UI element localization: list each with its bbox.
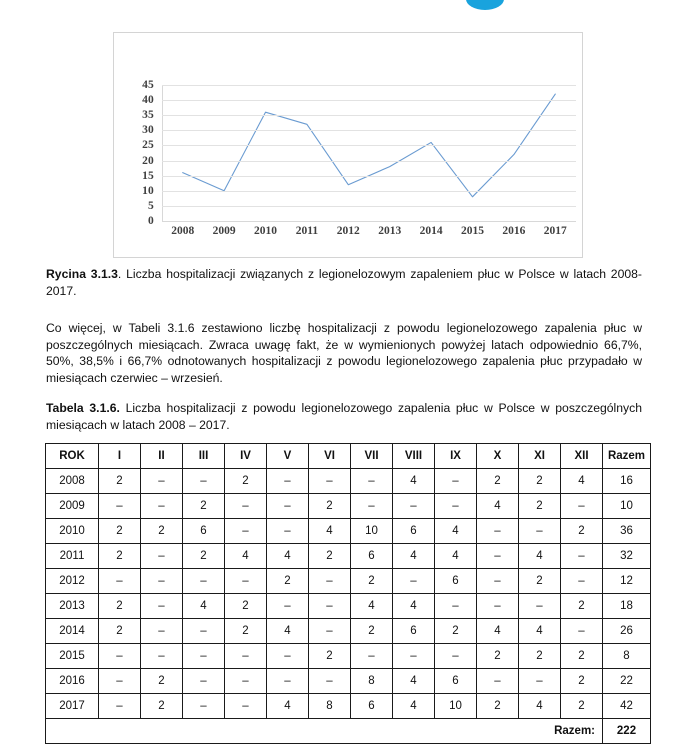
table-cell-row-total: 26	[603, 619, 651, 644]
table-cell-value: 4	[183, 594, 225, 619]
table-row	[46, 519, 651, 544]
table-cell-value: 2	[141, 694, 183, 719]
chart-y-tick-label: 30	[142, 124, 154, 137]
figure-caption-text: . Liczba hospitalizacji związanych z legionelozowym zapaleniem płuc w Polsce w latach 2008-2017.	[46, 267, 642, 298]
table-row	[46, 494, 651, 519]
table-cell-year: 2012	[46, 569, 99, 594]
chart-y-tick-label: 10	[142, 184, 154, 197]
table-cell-value: 4	[267, 544, 309, 569]
table-cell-year: 2013	[46, 594, 99, 619]
table-column-header-iv: IV	[225, 444, 267, 469]
table-row	[46, 544, 651, 569]
table-cell-year: 2017	[46, 694, 99, 719]
table-cell-value: 4	[225, 544, 267, 569]
table-column-header-xii: XII	[561, 444, 603, 469]
table-cell-value: –	[351, 644, 393, 669]
table-cell-value: –	[141, 569, 183, 594]
table-cell-value: 10	[351, 519, 393, 544]
table-cell-value: –	[183, 694, 225, 719]
table-cell-value: 4	[393, 594, 435, 619]
table-row	[46, 619, 651, 644]
table-cell-value: 2	[225, 619, 267, 644]
table-cell-value: 2	[561, 694, 603, 719]
chart-x-tick-label: 2010	[254, 225, 277, 237]
chart-x-tick-label: 2014	[419, 225, 443, 237]
table-row	[46, 594, 651, 619]
chart-y-tick-label: 45	[142, 79, 154, 91]
table-cell-value: 4	[519, 694, 561, 719]
table-cell-row-total: 10	[603, 494, 651, 519]
table-cell-value: –	[267, 644, 309, 669]
table-cell-value: 2	[519, 569, 561, 594]
table-cell-value: –	[309, 619, 351, 644]
chart-gridline	[162, 191, 576, 192]
table-cell-value: 2	[519, 644, 561, 669]
figure-caption	[46, 266, 642, 299]
table-cell-value: 2	[519, 494, 561, 519]
table-caption-text: Liczba hospitalizacji z powodu legionelozowego zapalenia płuc w Polsce w poszczególnych miesiącach w latach 2008 – 2017.	[46, 401, 642, 432]
table-cell-value: 2	[99, 619, 141, 644]
table-cell-value: –	[225, 669, 267, 694]
table-cell-value: 4	[435, 544, 477, 569]
chart-gridline	[162, 161, 576, 162]
table-cell-value: 2	[309, 494, 351, 519]
chart-y-axis	[114, 79, 158, 227]
table-row	[46, 669, 651, 694]
table-cell-value: 4	[393, 694, 435, 719]
table-header-row	[46, 444, 651, 469]
table-cell-value: –	[561, 619, 603, 644]
table-cell-value: –	[141, 619, 183, 644]
table-cell-row-total: 22	[603, 669, 651, 694]
table-cell-value: 6	[393, 519, 435, 544]
table-cell-value: 4	[267, 694, 309, 719]
table-cell-value: –	[519, 669, 561, 694]
table-cell-year: 2010	[46, 519, 99, 544]
table-cell-value: 2	[561, 669, 603, 694]
table-cell-value: –	[393, 494, 435, 519]
chart-series-path	[162, 85, 576, 221]
table-cell-value: –	[225, 644, 267, 669]
table-cell-row-total: 8	[603, 644, 651, 669]
chart-x-tick-label: 2011	[295, 225, 319, 237]
chart-plot-area	[162, 85, 576, 221]
table-cell-value: –	[99, 669, 141, 694]
chart-gridline	[162, 176, 576, 177]
table-column-header-rok: ROK	[46, 444, 99, 469]
table-cell-value: –	[519, 594, 561, 619]
table-cell-value: 2	[99, 469, 141, 494]
table-cell-value: 6	[393, 619, 435, 644]
table-column-header-x: X	[477, 444, 519, 469]
table-cell-value: –	[225, 569, 267, 594]
table-cell-value: 4	[393, 544, 435, 569]
table-cell-value: –	[183, 469, 225, 494]
table-cell-value: 4	[477, 619, 519, 644]
chart-gridline	[162, 115, 576, 116]
table-cell-value: –	[477, 569, 519, 594]
table-cell-value: –	[141, 644, 183, 669]
table-cell-value: –	[141, 469, 183, 494]
table-cell-value: –	[183, 669, 225, 694]
table-cell-value: –	[267, 494, 309, 519]
table-column-header-iii: III	[183, 444, 225, 469]
table-cell-value: 8	[351, 669, 393, 694]
table-cell-value: –	[309, 469, 351, 494]
table-cell-value: 2	[477, 469, 519, 494]
chart-y-tick-label: 20	[142, 154, 154, 167]
table-cell-row-total: 12	[603, 569, 651, 594]
chart-y-tick-label: 35	[142, 109, 154, 122]
table-cell-value: –	[99, 569, 141, 594]
table-cell-row-total: 16	[603, 469, 651, 494]
chart-gridline	[162, 145, 576, 146]
table-cell-value: –	[225, 519, 267, 544]
table-cell-value: 2	[351, 569, 393, 594]
table-cell-value: –	[435, 494, 477, 519]
table-cell-value: 4	[561, 469, 603, 494]
table-cell-value: –	[561, 544, 603, 569]
table-cell-value: 2	[519, 469, 561, 494]
table-cell-value: 4	[351, 594, 393, 619]
table-cell-value: –	[99, 494, 141, 519]
table-cell-value: –	[435, 469, 477, 494]
table-cell-row-total: 32	[603, 544, 651, 569]
figure-caption-label: Rycina 3.1.3	[46, 267, 118, 281]
table-cell-value: –	[477, 519, 519, 544]
table-cell-value: 4	[267, 619, 309, 644]
table-column-header-vii: VII	[351, 444, 393, 469]
chart-y-tick-label: 15	[142, 169, 154, 182]
chart-y-tick-label: 40	[142, 94, 154, 107]
table-grand-total: 222	[603, 719, 651, 744]
table-cell-value: 4	[519, 544, 561, 569]
table-cell-value: –	[141, 494, 183, 519]
table-cell-row-total: 42	[603, 694, 651, 719]
table-cell-year: 2009	[46, 494, 99, 519]
chart-x-tick-label: 2015	[461, 225, 484, 237]
chart-gridline	[162, 206, 576, 207]
table-total-label: Razem:	[46, 719, 603, 744]
chart-gridline	[162, 100, 576, 101]
table-cell-value: –	[519, 519, 561, 544]
table-cell-value: 2	[561, 519, 603, 544]
table-cell-value: –	[267, 594, 309, 619]
table-cell-value: –	[267, 519, 309, 544]
table-cell-value: –	[351, 469, 393, 494]
table-cell-value: –	[267, 469, 309, 494]
table-cell-value: 2	[99, 519, 141, 544]
chart-x-tick-label: 2008	[171, 225, 195, 237]
table-cell-value: 6	[435, 569, 477, 594]
chart-x-tick-label: 2009	[212, 225, 236, 237]
table-cell-value: 6	[351, 694, 393, 719]
table-cell-value: –	[561, 494, 603, 519]
table-cell-value: –	[99, 644, 141, 669]
table-cell-value: 2	[267, 569, 309, 594]
table-row	[46, 644, 651, 669]
table-cell-value: 2	[225, 594, 267, 619]
chart-y-tick-label: 5	[148, 199, 154, 212]
table-cell-value: 2	[141, 519, 183, 544]
table-cell-value: 2	[309, 544, 351, 569]
hospitalizations-table	[45, 443, 646, 744]
table-cell-year: 2016	[46, 669, 99, 694]
table-cell-row-total: 36	[603, 519, 651, 544]
chart-x-tick-label: 2016	[502, 225, 526, 237]
table-cell-value: 2	[351, 619, 393, 644]
table-cell-value: 4	[309, 519, 351, 544]
chart-gridline	[162, 130, 576, 131]
chart-x-tick-label: 2017	[543, 225, 567, 237]
table-column-header-ii: II	[141, 444, 183, 469]
table-cell-value: –	[477, 544, 519, 569]
table-cell-value: –	[267, 669, 309, 694]
chart-gridline	[162, 85, 576, 86]
table-column-header-v: V	[267, 444, 309, 469]
table-cell-value: 2	[477, 644, 519, 669]
table-cell-value: –	[561, 569, 603, 594]
table-cell-value: –	[309, 669, 351, 694]
table-cell-value: 2	[309, 644, 351, 669]
table-cell-value: 8	[309, 694, 351, 719]
chart-x-tick-label: 2013	[378, 225, 402, 237]
table-cell-value: 2	[183, 494, 225, 519]
chart-y-tick-label: 25	[142, 139, 154, 152]
table-cell-value: –	[477, 594, 519, 619]
table-cell-value: 4	[477, 494, 519, 519]
table-cell-value: –	[309, 594, 351, 619]
table-cell-value: 6	[183, 519, 225, 544]
chart-gridline	[162, 221, 576, 222]
table-cell-value: 4	[393, 469, 435, 494]
table-cell-value: 4	[435, 519, 477, 544]
chart-x-axis	[162, 225, 576, 249]
chart-y-tick-label: 0	[148, 215, 154, 227]
table-cell-value: –	[225, 694, 267, 719]
table-cell-value: 2	[99, 544, 141, 569]
table-column-header-vi: VI	[309, 444, 351, 469]
table-cell-value: 2	[435, 619, 477, 644]
table-cell-value: 2	[183, 544, 225, 569]
table-cell-value: –	[435, 594, 477, 619]
table-cell-value: 4	[393, 669, 435, 694]
table-cell-value: 10	[435, 694, 477, 719]
table-cell-value: 2	[141, 669, 183, 694]
table-cell-value: 4	[519, 619, 561, 644]
table-cell-value: –	[309, 569, 351, 594]
table-cell-value: –	[225, 494, 267, 519]
table-cell-value: 2	[477, 694, 519, 719]
table-cell-year: 2008	[46, 469, 99, 494]
line-chart	[113, 32, 583, 258]
table-cell-value: 6	[351, 544, 393, 569]
body-paragraph: Co więcej, w Tabeli 3.1.6 zestawiono liczbę hospitalizacji z powodu legionelozowego zapalenia płuc w poszczególnych miesiącach. Zwraca uwagę fakt, że w wymienionych powyżej latach odpowiednio 66,7%, 50%, 38,5% i 66,7% odnotowanych hospitalizacji z powodu legionelozowego zapalenia płuc przypadało w miesiącach czerwiec – wrzesień.	[46, 321, 642, 385]
table-cell-value: –	[141, 594, 183, 619]
table-column-header-ix: IX	[435, 444, 477, 469]
table-row	[46, 469, 651, 494]
table-column-header-xi: XI	[519, 444, 561, 469]
table-cell-value: –	[477, 669, 519, 694]
table-cell-year: 2011	[46, 544, 99, 569]
table-caption-label: Tabela 3.1.6.	[46, 401, 120, 415]
table-cell-year: 2015	[46, 644, 99, 669]
table-cell-value: –	[435, 644, 477, 669]
table-column-header-i: I	[99, 444, 141, 469]
table-cell-value: –	[393, 569, 435, 594]
table-cell-value: 2	[561, 594, 603, 619]
table-cell-value: –	[99, 694, 141, 719]
table-column-header-razem: Razem	[603, 444, 651, 469]
table-cell-value: –	[351, 494, 393, 519]
table-caption	[46, 400, 642, 433]
table-row	[46, 694, 651, 719]
table-cell-year: 2014	[46, 619, 99, 644]
table-cell-value: 2	[99, 594, 141, 619]
table-cell-row-total: 18	[603, 594, 651, 619]
table-column-header-viii: VIII	[393, 444, 435, 469]
table-total-row	[46, 719, 651, 744]
table-cell-value: 2	[225, 469, 267, 494]
page-badge-icon	[466, 0, 504, 10]
table-row	[46, 569, 651, 594]
table-cell-value: –	[183, 644, 225, 669]
table-cell-value: –	[393, 644, 435, 669]
table-cell-value: –	[183, 569, 225, 594]
table-cell-value: –	[141, 544, 183, 569]
table-cell-value: 2	[561, 644, 603, 669]
table-cell-value: –	[183, 619, 225, 644]
chart-x-tick-label: 2012	[336, 225, 360, 237]
table-cell-value: 6	[435, 669, 477, 694]
